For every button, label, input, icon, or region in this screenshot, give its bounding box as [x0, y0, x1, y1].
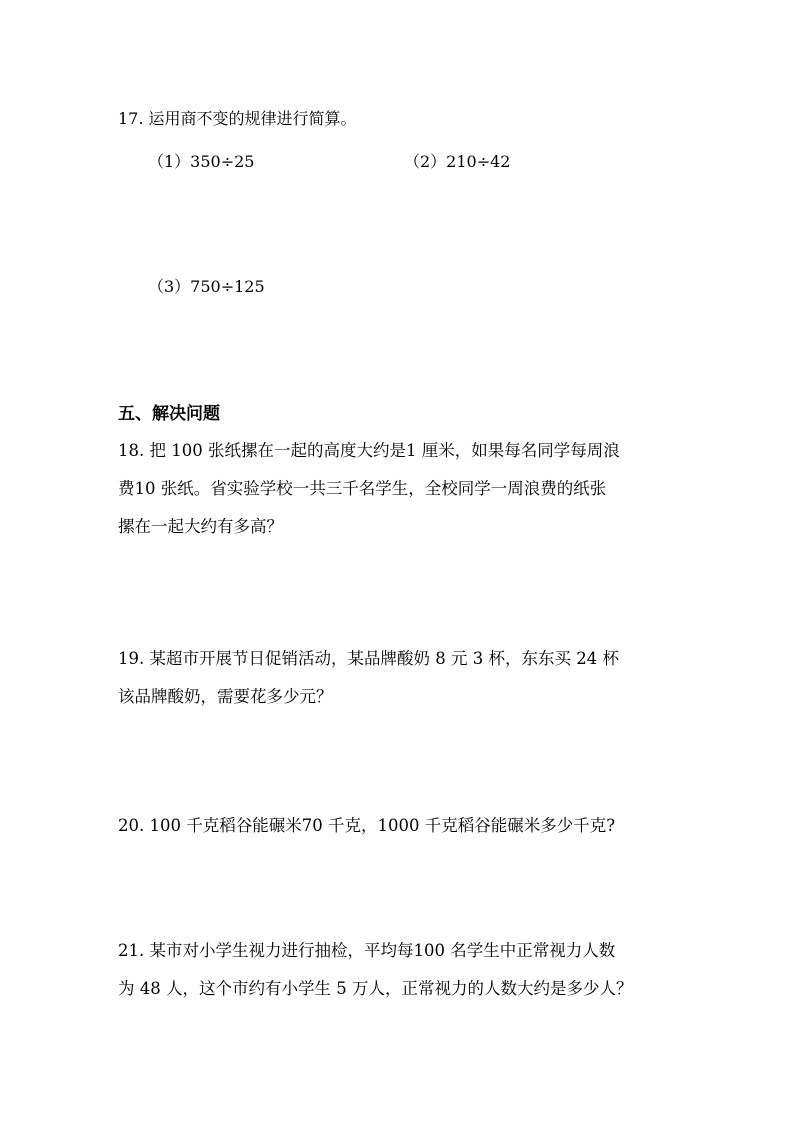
- question-19-line-1: 19. 某超市开展节日促销活动，某品牌酸奶 8 元 3 杯，东东买 24 杯: [118, 649, 619, 668]
- question-19: [118, 640, 619, 716]
- question-21-line-2: 为 48 人，这个市约有小学生 5 万人，正常视力的人数大约是多少人？: [118, 979, 633, 998]
- question-17-item-2: （2）210÷42: [404, 152, 511, 171]
- question-21: [118, 932, 632, 1008]
- question-17-item-1: （1）350÷25: [148, 152, 255, 171]
- question-18-line-3: 摞在一起大约有多高？: [118, 517, 283, 536]
- question-17-item-3: （3）750÷125: [148, 277, 265, 296]
- question-20-line-1: 20. 100 千克稻谷能碾米70 千克，1000 千克稻谷能碾米多少千克?: [118, 816, 616, 835]
- question-21-line-1: 21. 某市对小学生视力进行抽检，平均每100 名学生中正常视力人数: [118, 941, 616, 960]
- question-19-line-2: 该品牌酸奶，需要花多少元？: [118, 687, 333, 706]
- question-20: [118, 807, 615, 845]
- section-heading: 五、解决问题: [118, 404, 220, 424]
- question-18-line-2: 费10 张纸。省实验学校一共三千名学生，全校同学一周浪费的纸张: [118, 479, 607, 498]
- question-17-title: 17. 运用商不变的规律进行简算。: [118, 109, 357, 128]
- question-18: [118, 432, 620, 546]
- question-18-line-1: 18. 把 100 张纸摞在一起的高度大约是1 厘米，如果每名同学每周浪: [118, 441, 620, 460]
